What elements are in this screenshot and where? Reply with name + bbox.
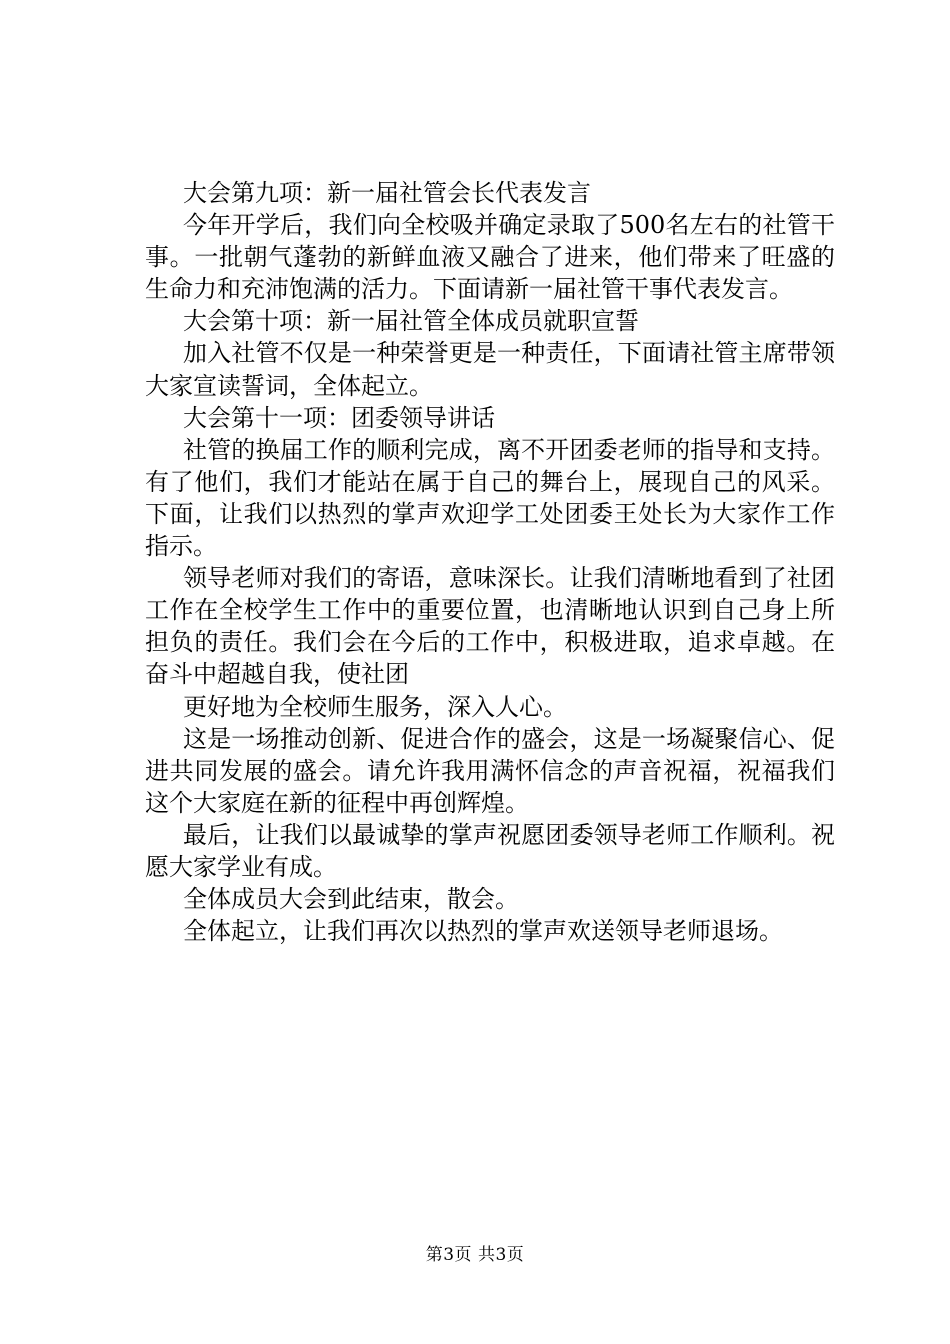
paragraph-closing-wishes: 最后，让我们以最诚挚的掌声祝愿团委领导老师工作顺利。祝愿大家学业有成。 xyxy=(145,820,835,881)
paragraph-leader-remarks: 领导老师对我们的寄语，意味深长。让我们清晰地看到了社团工作在全校学生工作中的重要位置，也清晰地认识到自己身上所担负的责任。我们会在今后的工作中，积极进取，追求卓越。在奋斗中超越自我，使社团 xyxy=(145,564,835,689)
agenda-item-9-heading: 大会第九项：新一届社管会长代表发言 xyxy=(183,179,591,207)
paragraph-serve-students: 更好地为全校师生服务，深入人心。 xyxy=(183,692,567,721)
paragraph-meeting-end: 全体成员大会到此结束，散会。 xyxy=(183,885,519,914)
paragraph-leader-speech-intro: 社管的换届工作的顺利完成，离不开团委老师的指导和支持。有了他们，我们才能站在属于自己的舞台上，展现自己的风采。下面，让我们以热烈的掌声欢迎学工处团委王处长为大家作工作指示。 xyxy=(145,435,835,561)
page-number-footer: 第3页 共3页 xyxy=(425,1245,525,1265)
agenda-item-10-heading: 大会第十项：新一届社管全体成员就职宣誓 xyxy=(183,307,639,336)
paragraph-farewell: 全体起立，让我们再次以热烈的掌声欢送领导老师退场。 xyxy=(183,917,783,946)
document-body xyxy=(145,177,835,947)
paragraph-new-members: 今年开学后，我们向全校吸并确定录取了500名左右的社管干事。一批朝气蓬勃的新鲜血液又融合了进来，他们带来了旺盛的生命力和充沛饱满的活力。下面请新一届社管干事代表发言。 xyxy=(145,211,835,304)
agenda-item-11-heading: 大会第十一项：团委领导讲话 xyxy=(183,403,495,432)
paragraph-blessing: 这是一场推动创新、促进合作的盛会，这是一场凝聚信心、促进共同发展的盛会。请允许我用满怀信念的声音祝福，祝福我们这个大家庭在新的征程中再创辉煌。 xyxy=(145,724,835,817)
paragraph-oath: 加入社管不仅是一种荣誉更是一种责任，下面请社管主席带领大家宣读誓词，全体起立。 xyxy=(145,339,835,400)
